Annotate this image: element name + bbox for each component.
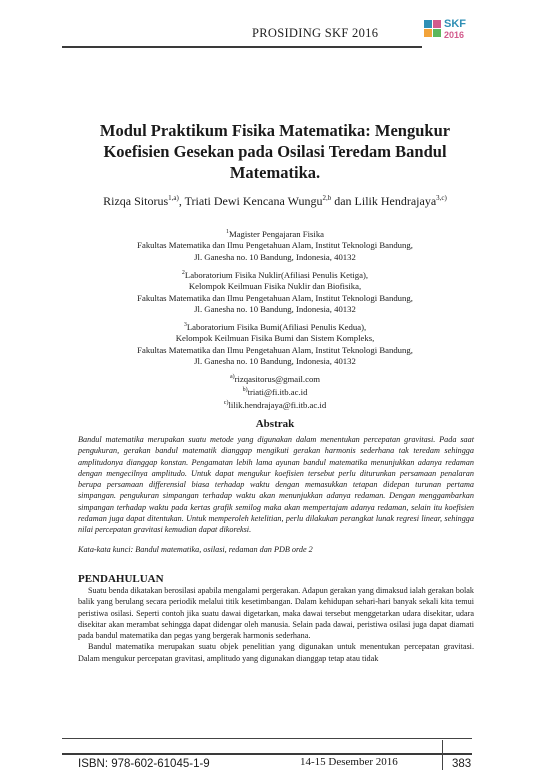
affiliation-text: Magister Pengajaran Fisika (228, 228, 325, 239)
page-number: 383 (452, 758, 472, 770)
affiliation-line: Jl. Ganesha no. 10 Bandung, Indonesia, 40132 (194, 356, 356, 367)
affiliation-line: Fakultas Matematika dan Ilmu Pengetahuan Alam, Institut Teknologi Bandung, (137, 344, 413, 355)
conference-date: 14-15 Desember 2016 (300, 756, 398, 768)
logo-year: 2016 (444, 30, 465, 40)
author-name: Lilik Hendrajaya (354, 194, 437, 208)
footer-divider (442, 740, 443, 770)
email-line (70, 385, 480, 398)
section-body (78, 585, 474, 664)
affiliation-sup: 1 (225, 229, 229, 235)
paper-title: Modul Praktikum Fisika Matematika: Mengukur Koefisien Gesekan pada Osilasi Teredam Bandul Matematika. (99, 121, 451, 182)
affiliation-line: Kelompok Keilmuan Fisika Nuklir dan Biofisika, (188, 281, 362, 292)
isbn: ISBN: 978-602-61045-1-9 (78, 758, 210, 770)
author-name: Triati Dewi Kencana Wungu (184, 194, 323, 208)
paragraph: Bandul matematika merupakan suatu objek penelitian yang digunakan untuk menentukan percepatan gravitasi. Dalam mengukur percepatan gravitasi, amplitudo yang digunakan dianggap tetap atau tidak (78, 642, 474, 663)
author-sup: 3,c) (436, 194, 447, 202)
running-header: PROSIDING SKF 2016 (252, 26, 379, 40)
email-sup: a) (229, 374, 235, 380)
email-line (70, 372, 480, 385)
author-separator: , (178, 194, 185, 208)
author-list (70, 194, 480, 209)
email-sup: b) (242, 387, 248, 394)
footer-rule (62, 753, 472, 755)
affiliation-line (70, 320, 480, 333)
abstract-text: Bandul matematika merupakan suatu metode yang digunakan dalam menentukan percepatan gravitasi. Pada saat pengukuran, gerakan bandul matematik dianggap mengikuti gerakan harmonis sederhana tak teredam sehingga amplitudonya dianggap konstan. Pengamatan lebih lama ayunan bandul matematika menunjukkan adanya redaman dengan mengecilnya amplitudo. Untuk dapat mengukur koefisien tersebut perlu diturunkan persamaan penalaran berupa persamaan differensial biasa terhadap waktu dengan memasukkan tetapan didepan turunan pertama simpangan. pengukuran simpangan terhadap waktu akan menunjukkan adanya redaman. Dengan menggambarkan simpangan terhadap waktu pada kertas grafik semilog maka akan mempertajam adanya redaman, selain itu koefisien redaman juga dapat ditentukan. Untuk memperoleh ketelitian, perlu dilakukan perangkat lunak regresi linear, sehingga nilai percepatan gravitasi kemudian dapat dikoreksi. (78, 435, 474, 535)
affiliation-2 (70, 268, 480, 316)
affiliation-line: Kelompok Keilmuan Fisika Bumi dan Sistem Kompleks, (175, 333, 375, 344)
logo-mark-icon (424, 20, 441, 37)
keywords: Kata-kata kunci: Bandul matematika, osilasi, redaman dan PDB orde 2 (78, 545, 313, 554)
affiliation-line: Fakultas Matematika dan Ilmu Pengetahuan Alam, Institut Teknologi Bandung, (137, 240, 413, 251)
email-line (70, 398, 480, 411)
affiliation-3 (70, 320, 480, 368)
abstract-heading: Abstrak (255, 418, 295, 430)
email-address: lilik.hendrajaya@fi.itb.ac.id (228, 400, 327, 411)
affiliation-line (70, 268, 480, 281)
footer-rule-top (62, 738, 472, 739)
email-list (70, 372, 480, 411)
affiliation-line: Fakultas Matematika dan Ilmu Pengetahuan Alam, Institut Teknologi Bandung, (137, 292, 413, 303)
affiliation-line (70, 227, 480, 240)
email-address: triati@fi.itb.ac.id (247, 386, 308, 397)
affiliation-line: Jl. Ganesha no. 10 Bandung, Indonesia, 40132 (194, 304, 356, 315)
author-sup: 1,a) (168, 194, 179, 202)
affiliation-1 (70, 227, 480, 263)
header-rule (62, 46, 422, 48)
paragraph: Suatu benda dikatakan berosilasi apabila mengalami pergerakan. Adapun gerakan yang dimaksud ialah gerakan bolak balik yang berulang secara periodik melalui titik kesetimbangan. Dalam kehidupan sehari-hari banyak sekali kita temui peristiwa osilasi. Seperti contoh jika suatu dawai digetarkan, maka dawai tersebut menggetarkan udara disekitar, udara disekitar akan merambat sehingga dapat didengar oleh manusia. Selain pada dawai, peristiwa osilasi juga dapat diamati pada bandul matematika dan pegas yang bergerak harmonis sederhana. (78, 586, 474, 641)
email-sup: c) (223, 400, 229, 407)
author-name: Rizqa Sitorus (103, 194, 169, 208)
affiliation-text: Laboratorium Fisika Nuklir(Afiliasi Penulis Ketiga), (184, 269, 369, 280)
affiliation-sup: 3 (183, 322, 187, 328)
author-sup: 2,b (322, 194, 332, 202)
affiliation-line: Jl. Ganesha no. 10 Bandung, Indonesia, 40132 (194, 251, 356, 262)
logo-text: SKF (444, 18, 466, 30)
affiliation-text: Laboratorium Fisika Bumi(Afiliasi Penulis Kedua), (186, 321, 367, 332)
section-heading: PENDAHULUAN (78, 573, 164, 585)
affiliation-sup: 2 (181, 270, 185, 276)
author-separator: dan (331, 194, 355, 208)
email-address: rizqasitorus@gmail.com (234, 373, 321, 384)
